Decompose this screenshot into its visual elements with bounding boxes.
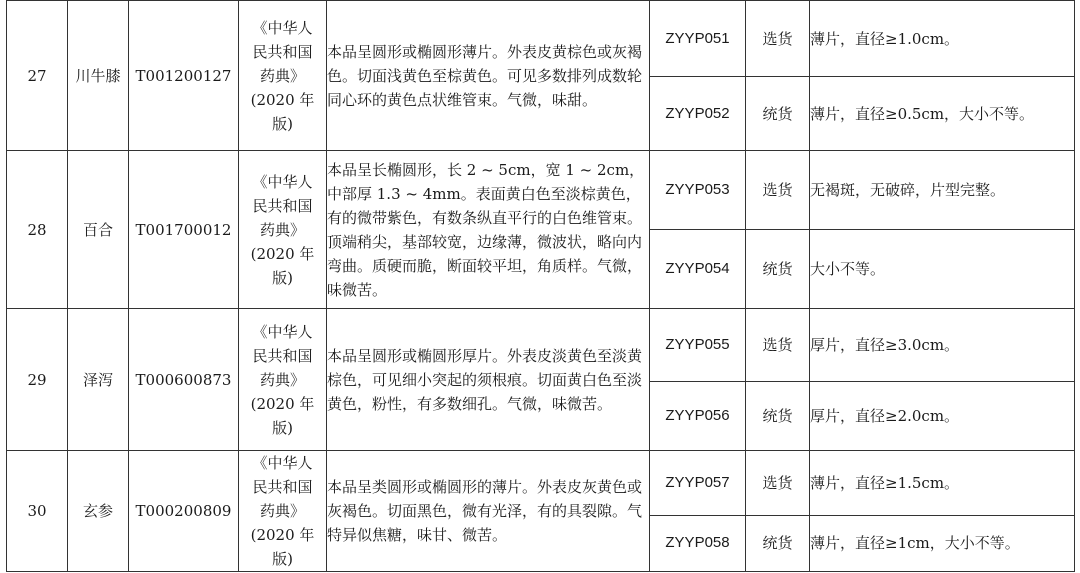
standard-line: 药典》	[259, 66, 305, 85]
standard-line: 民共和国	[252, 42, 313, 61]
spec-id: ZYYP051	[650, 1, 746, 77]
spec-grade: 统货	[746, 382, 810, 451]
spec-requirement: 厚片，直径≥3.0cm。	[810, 309, 1075, 382]
row-number: 27	[7, 1, 68, 151]
herb-name: 川牛膝	[68, 1, 129, 151]
spec-grade: 统货	[746, 77, 810, 151]
standard-line: 民共和国	[252, 346, 313, 365]
standard-line: 版)	[272, 268, 293, 287]
table-row	[7, 451, 1075, 516]
standard-line: 药典》	[259, 502, 305, 520]
spec-id: ZYYP053	[650, 151, 746, 230]
herb-description: 本品呈类圆形或椭圆形的薄片。外表皮灰黄色或灰褐色。切面黑色，微有光泽，有的具裂隙。气特异似焦糖，味甘、微苦。	[327, 451, 650, 572]
spec-id: ZYYP055	[650, 309, 746, 382]
spec-requirement: 大小不等。	[810, 230, 1075, 309]
table-row	[7, 151, 1075, 230]
herb-name: 百合	[68, 151, 129, 309]
herb-name: 泽泻	[68, 309, 129, 451]
standard-line: (2020 年	[250, 90, 315, 109]
herb-name: 玄参	[68, 451, 129, 572]
standard-line: (2020 年	[250, 244, 315, 263]
spec-id: ZYYP056	[650, 382, 746, 451]
standard-line: 版)	[272, 114, 293, 133]
spec-grade: 选货	[746, 309, 810, 382]
standard-reference	[239, 1, 327, 151]
standard-line: 《中华人	[252, 172, 313, 191]
standard-line: 《中华人	[252, 18, 313, 37]
spec-grade: 选货	[746, 451, 810, 516]
standard-line: (2020 年	[250, 394, 315, 413]
specification-table	[6, 0, 1075, 572]
standard-line: 药典》	[259, 220, 305, 239]
standard-line: (2020 年	[250, 526, 315, 544]
standard-line: 《中华人	[252, 322, 313, 341]
spec-grade: 选货	[746, 1, 810, 77]
spec-id: ZYYP057	[650, 451, 746, 516]
standard-line: 《中华人	[252, 454, 313, 472]
standard-line: 版)	[272, 418, 293, 437]
table-row	[7, 309, 1075, 382]
spec-id: ZYYP054	[650, 230, 746, 309]
spec-requirement: 薄片，直径≥1cm，大小不等。	[810, 515, 1075, 571]
standard-reference	[239, 309, 327, 451]
herb-code: T001700012	[129, 151, 239, 309]
standard-reference	[239, 151, 327, 309]
standard-line: 民共和国	[252, 196, 313, 215]
spec-id: ZYYP052	[650, 77, 746, 151]
spec-requirement: 薄片，直径≥1.5cm。	[810, 451, 1075, 516]
herb-description: 本品呈圆形或椭圆形薄片。外表皮黄棕色或灰褐色。切面浅黄色至棕黄色。可见多数排列成数轮同心环的黄色点状维管束。气微，味甜。	[327, 1, 650, 151]
standard-line: 民共和国	[252, 478, 313, 496]
row-number: 28	[7, 151, 68, 309]
spec-grade: 统货	[746, 230, 810, 309]
standard-line: 药典》	[259, 370, 305, 389]
row-number: 30	[7, 451, 68, 572]
herb-code: T001200127	[129, 1, 239, 151]
herb-description: 本品呈圆形或椭圆形厚片。外表皮淡黄色至淡黄棕色，可见细小突起的须根痕。切面黄白色至淡黄色，粉性，有多数细孔。气微，味微苦。	[327, 309, 650, 451]
standard-reference	[239, 451, 327, 572]
spec-requirement: 无褐斑，无破碎，片型完整。	[810, 151, 1075, 230]
table-row	[7, 1, 1075, 77]
spec-id: ZYYP058	[650, 515, 746, 571]
herb-code: T000200809	[129, 451, 239, 572]
spec-grade: 选货	[746, 151, 810, 230]
spec-requirement: 薄片，直径≥1.0cm。	[810, 1, 1075, 77]
spec-requirement: 薄片，直径≥0.5cm，大小不等。	[810, 77, 1075, 151]
spec-requirement: 厚片，直径≥2.0cm。	[810, 382, 1075, 451]
herb-description: 本品呈长椭圆形，长 2 ~ 5cm，宽 1 ~ 2cm，中部厚 1.3 ~ 4mm。表面黄白色至淡棕黄色，有的微带紫色，有数条纵直平行的白色维管束。顶端稍尖，基部较宽，边缘薄，微波状，略向内弯曲。质硬而脆，断面较平坦，角质样。气微，味微苦。	[327, 151, 650, 309]
herb-code: T000600873	[129, 309, 239, 451]
spec-grade: 统货	[746, 515, 810, 571]
row-number: 29	[7, 309, 68, 451]
standard-line: 版)	[272, 550, 293, 568]
